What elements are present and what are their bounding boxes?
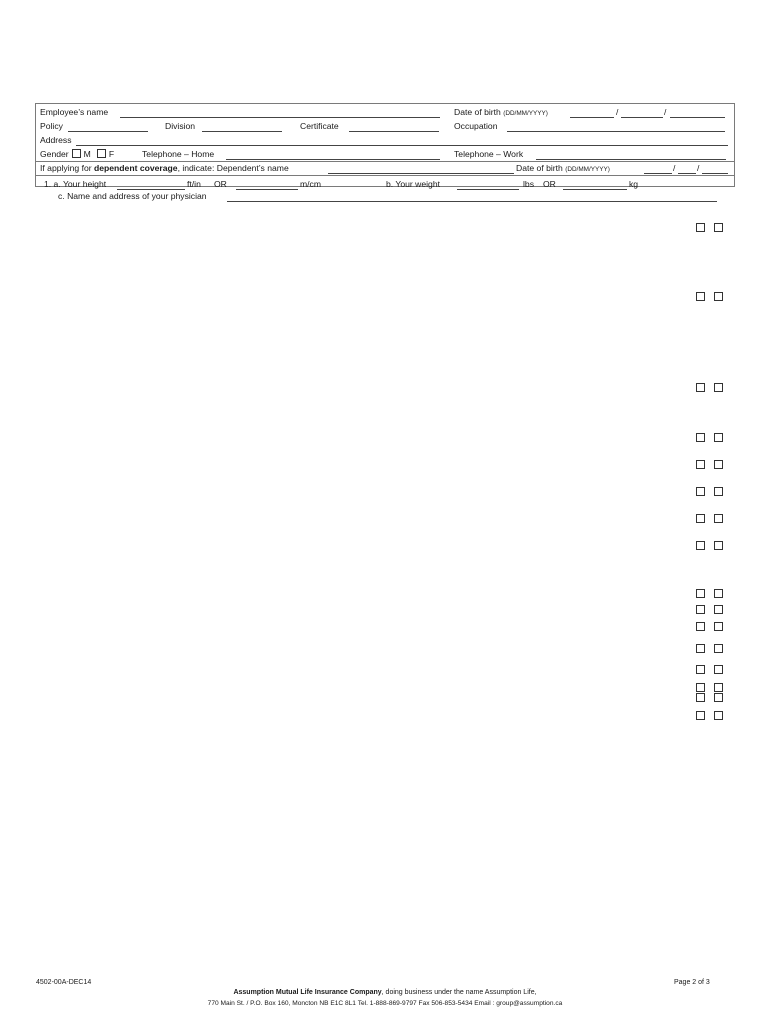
tel-home-field[interactable] (226, 159, 440, 160)
dependent-label: If applying for dependent coverage, indicate: Dependent’s name (40, 163, 289, 173)
no-checkbox[interactable] (714, 292, 723, 301)
no-checkbox[interactable] (714, 460, 723, 469)
division-field[interactable] (202, 131, 282, 132)
no-checkbox[interactable] (714, 383, 723, 392)
yes-checkbox[interactable] (696, 383, 705, 392)
page-number: Page 2 of 3 (674, 979, 710, 986)
no-checkbox[interactable] (714, 665, 723, 674)
employee-name-field[interactable] (120, 117, 440, 118)
yes-checkbox[interactable] (696, 292, 705, 301)
policy-label: Policy (40, 121, 63, 131)
yes-checkbox[interactable] (696, 683, 705, 692)
yes-checkbox[interactable] (696, 460, 705, 469)
yes-checkbox[interactable] (696, 644, 705, 653)
no-checkbox[interactable] (714, 693, 723, 702)
physician-field[interactable] (227, 201, 717, 202)
dob-month-field[interactable] (621, 117, 663, 118)
company-address: 770 Main St. / P.O. Box 160, Moncton NB E1C 8L1 Tel. 1-888-869-9797 Fax 506-853-5434 Email : group@assumption.ca (207, 1000, 563, 1007)
height-label: 1. a. Your height (44, 179, 107, 189)
gender-m-checkbox[interactable] (72, 149, 81, 158)
dependent-name-field[interactable] (328, 173, 514, 174)
gender-group: Gender M F (40, 149, 115, 159)
no-checkbox[interactable] (714, 514, 723, 523)
yes-checkbox[interactable] (696, 693, 705, 702)
yes-checkbox[interactable] (696, 711, 705, 720)
no-checkbox[interactable] (714, 433, 723, 442)
employee-name-label: Employee’s name (40, 107, 109, 117)
certificate-label: Certificate (300, 121, 339, 131)
certificate-field[interactable] (349, 131, 439, 132)
yes-checkbox[interactable] (696, 605, 705, 614)
dependent-dob-label: Date of birth (DD/MM/YYYY) (516, 163, 610, 173)
tel-work-field[interactable] (536, 159, 726, 160)
dob-year-field[interactable] (670, 117, 725, 118)
policy-field[interactable] (68, 131, 148, 132)
no-checkbox[interactable] (714, 683, 723, 692)
no-checkbox[interactable] (714, 487, 723, 496)
company-line: Assumption Mutual Life Insurance Company, doing business under the name Assumption Life, (233, 989, 537, 996)
gender-f-checkbox[interactable] (97, 149, 106, 158)
dob-label: Date of birth (DD/MM/YYYY) (454, 107, 548, 117)
dependent-dob-day[interactable] (644, 173, 672, 174)
yes-checkbox[interactable] (696, 433, 705, 442)
dependent-dob-year[interactable] (702, 173, 728, 174)
weight-label: b. Your weight (386, 179, 440, 189)
occupation-field[interactable] (507, 131, 725, 132)
physician-label: c. Name and address of your physician (58, 191, 207, 201)
no-checkbox[interactable] (714, 223, 723, 232)
form-code: 4502-00A-DEC14 (36, 979, 92, 986)
no-checkbox[interactable] (714, 589, 723, 598)
dependent-dob-month[interactable] (678, 173, 696, 174)
division-label: Division (165, 121, 196, 131)
yes-checkbox[interactable] (696, 514, 705, 523)
no-checkbox[interactable] (714, 541, 723, 550)
yes-checkbox[interactable] (696, 665, 705, 674)
occupation-label: Occupation (454, 121, 498, 131)
yes-checkbox[interactable] (696, 223, 705, 232)
tel-work-label: Telephone – Work (454, 149, 524, 159)
weight-kg-field[interactable] (563, 189, 627, 190)
yes-checkbox[interactable] (696, 541, 705, 550)
dob-day-field[interactable] (570, 117, 614, 118)
no-checkbox[interactable] (714, 622, 723, 631)
yes-checkbox[interactable] (696, 589, 705, 598)
address-field[interactable] (76, 145, 728, 146)
no-checkbox[interactable] (714, 711, 723, 720)
height-m-field[interactable] (236, 189, 298, 190)
address-label: Address (40, 135, 72, 145)
yes-checkbox[interactable] (696, 487, 705, 496)
yes-checkbox[interactable] (696, 622, 705, 631)
no-checkbox[interactable] (714, 644, 723, 653)
tel-home-label: Telephone – Home (142, 149, 215, 159)
no-checkbox[interactable] (714, 605, 723, 614)
weight-lbs-field[interactable] (457, 189, 519, 190)
divider (35, 175, 735, 176)
